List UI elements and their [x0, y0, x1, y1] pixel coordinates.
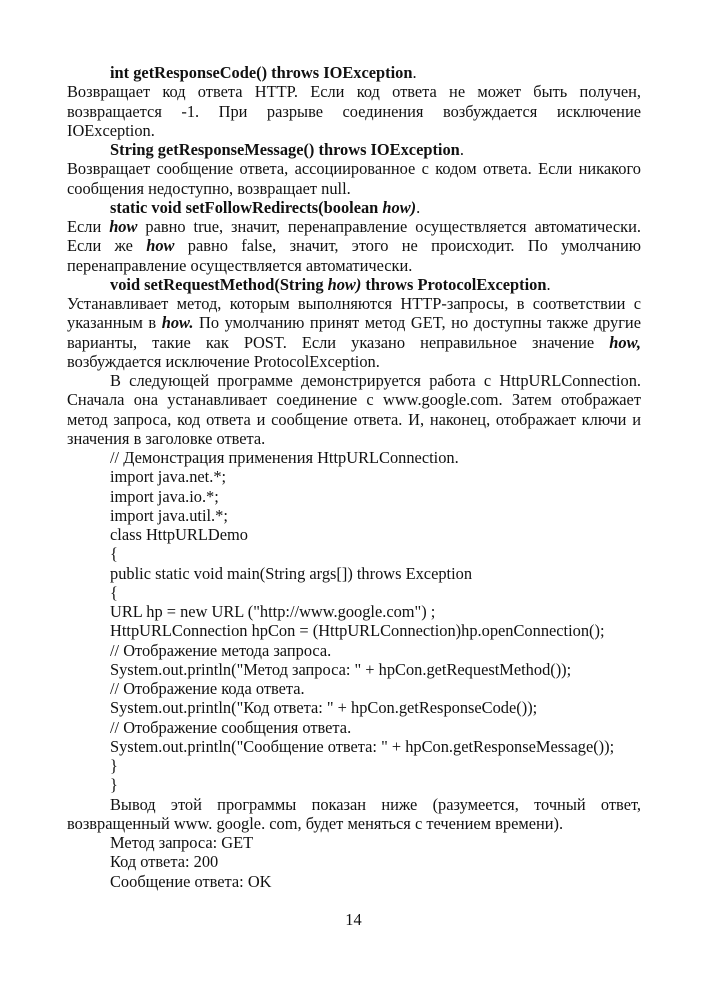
code-line: System.out.println("Код ответа: " + hpCon.getResponseCode());	[110, 698, 538, 718]
code-line: import java.util.*;	[110, 505, 228, 525]
method-get-response-code-heading: int getResponseCode() throws IOException.	[110, 63, 417, 82]
code-line: }	[110, 756, 118, 775]
method-desc-line: варианты, такие как POST. Если указано неправильное значение how,	[67, 332, 641, 352]
code-line: // Отображение кода ответа.	[110, 679, 305, 698]
code-line: HttpURLConnection hpCon = (HttpURLConnection)hp.openConnection();	[110, 621, 605, 641]
method-desc-line: IOException.	[67, 120, 155, 140]
intro-paragraph-line: Сначала она устанавливает соединение с www.google.com. Затем отображает	[67, 390, 641, 410]
code-line: import java.net.*;	[110, 467, 227, 487]
method-desc-line: Возвращает код ответа HTTP. Если код ответа не может быть получен,	[67, 82, 641, 102]
code-line: public static void main(String args[]) throws Exception	[110, 563, 473, 583]
output-intro-line: возвращенный www. google. com, будет меняться с течением времени).	[67, 813, 564, 833]
code-line: {	[110, 544, 118, 564]
method-desc-line: указанным в how. По умолчанию принят метод GET, но доступны также другие	[67, 313, 641, 333]
code-line: // Отображение метода запроса.	[110, 640, 332, 660]
intro-paragraph-line: В следующей программе демонстрируется работа с HttpURLConnection.	[110, 371, 641, 390]
method-desc-line: Возвращает сообщение ответа, ассоциированное с кодом ответа. Если никакого	[67, 159, 641, 179]
code-line: URL hp = new URL ("http://www.google.com") ;	[110, 602, 436, 621]
method-desc-line: возвращается -1. При разрыве соединения возбуждается исключение	[67, 101, 641, 121]
code-line: System.out.println("Сообщение ответа: " + hpCon.getResponseMessage());	[110, 736, 615, 756]
page-number: 14	[345, 910, 362, 929]
code-line: System.out.println("Метод запроса: " + hpCon.getRequestMethod());	[110, 659, 572, 679]
code-line: }	[110, 775, 118, 795]
method-set-request-method-heading: void setRequestMethod(String how) throws ProtocolException.	[110, 274, 551, 294]
method-desc-line: сообщения недоступно, возвращает null.	[67, 178, 351, 198]
code-line: class HttpURLDemo	[110, 525, 248, 544]
code-line: // Демонстрация применения HttpURLConnection.	[110, 448, 459, 467]
page-body	[67, 63, 641, 891]
method-set-follow-redirects-heading: static void setFollowRedirects(boolean how).	[110, 197, 421, 217]
program-output	[67, 833, 641, 891]
code-line: {	[110, 582, 118, 602]
intro-paragraph-line: метод запроса, код ответа и сообщение ответа. И, наконец, отображает ключи и	[67, 409, 641, 429]
output-line: Метод запроса: GET	[110, 833, 254, 852]
method-desc-line: Если how равно true, значит, перенаправление осуществляется автоматически.	[67, 217, 641, 236]
output-intro-line: Вывод этой программы показан ниже (разумеется, точный ответ,	[110, 794, 641, 814]
method-desc-line: Устанавливает метод, которым выполняются HTTP-запросы, в соответствии с	[67, 294, 641, 313]
output-line: Сообщение ответа: OK	[110, 871, 272, 891]
code-line: import java.io.*;	[110, 486, 219, 506]
code-line: // Отображение сообщения ответа.	[110, 717, 352, 737]
method-desc-line: Если же how равно false, значит, этого не происходит. По умолчанию	[67, 236, 641, 256]
method-desc-line: возбуждается исключение ProtocolException.	[67, 351, 380, 371]
intro-paragraph-line: значения в заголовке ответа.	[67, 428, 266, 448]
method-desc-line: перенаправление осуществляется автоматически.	[67, 255, 413, 275]
method-get-response-message-heading: String getResponseMessage() throws IOException.	[110, 140, 464, 159]
code-listing	[67, 448, 641, 795]
output-line: Код ответа: 200	[110, 852, 219, 872]
